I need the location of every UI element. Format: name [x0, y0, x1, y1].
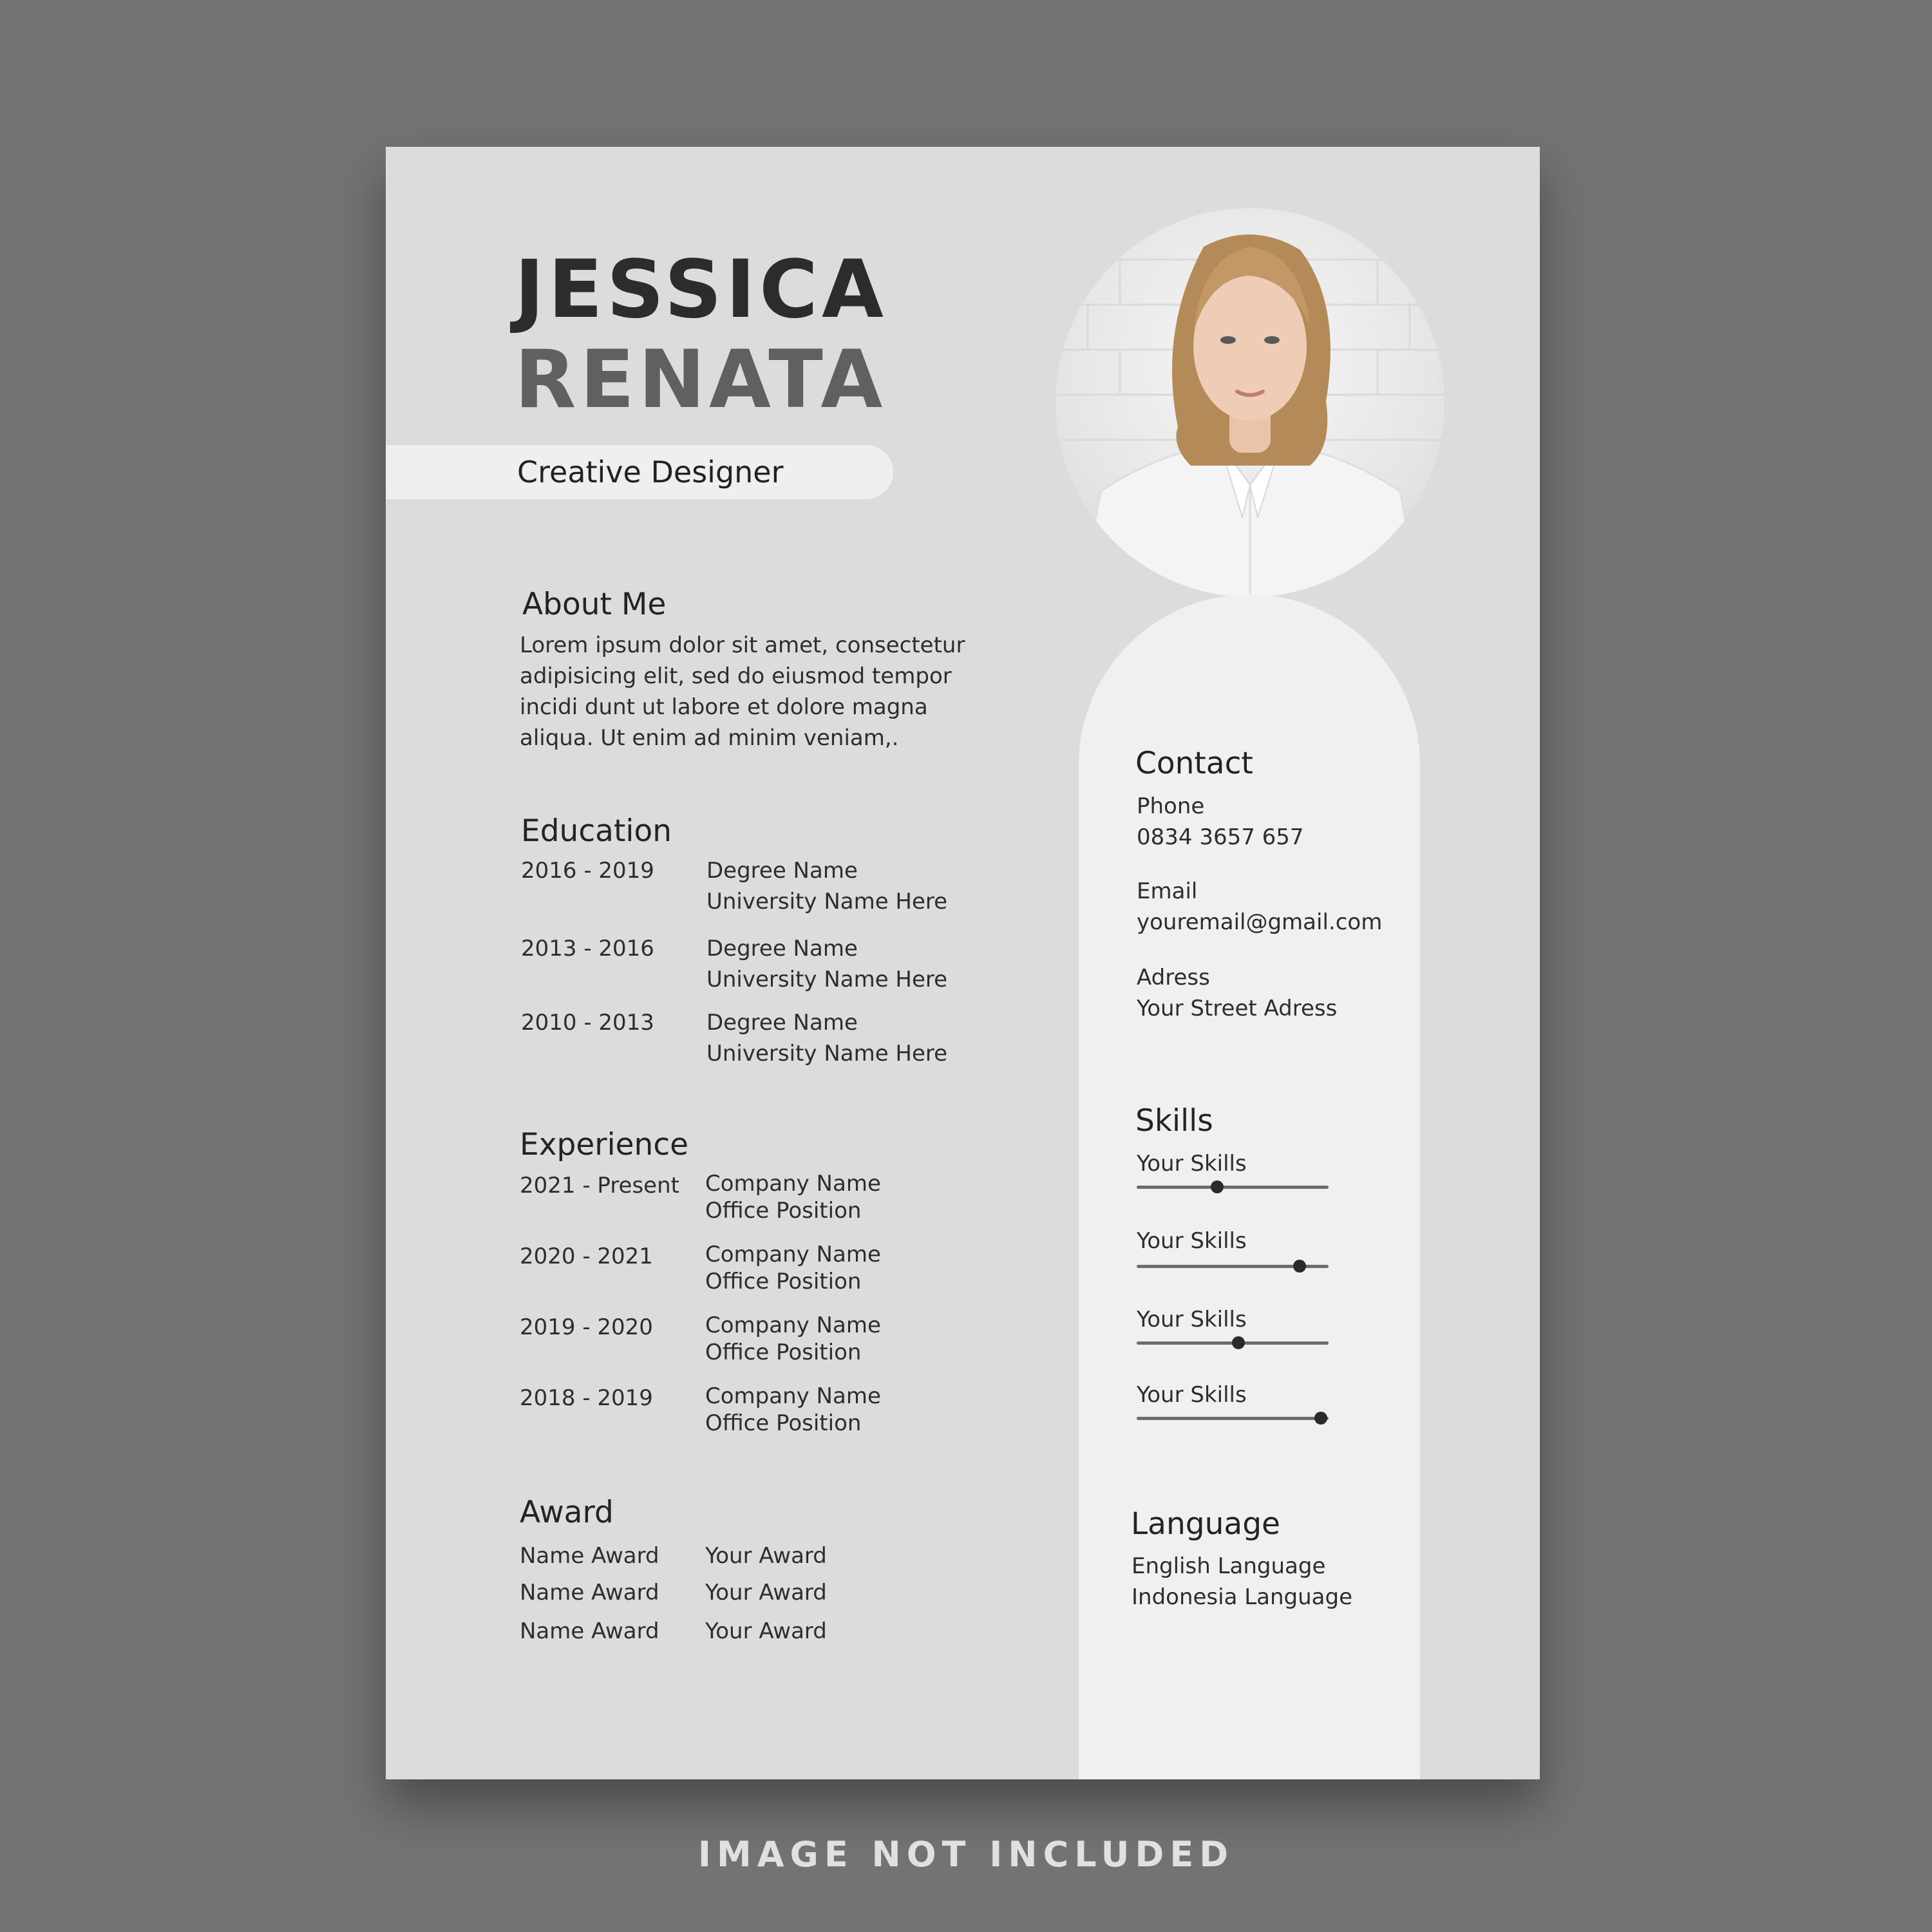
experience-heading: Experience	[520, 1127, 689, 1162]
skill-row	[1137, 1226, 1343, 1271]
skills-heading: Skills	[1135, 1103, 1213, 1139]
education-years: 2016 - 2019	[521, 858, 654, 884]
skill-knob	[1314, 1412, 1327, 1425]
award-value: Your Award	[705, 1580, 827, 1605]
image-not-included-caption: IMAGE NOT INCLUDED	[697, 1834, 1235, 1875]
education-years: 2010 - 2013	[521, 1010, 654, 1036]
phone-number: 0834 3657 657	[1137, 824, 1304, 850]
company-name: Company Name	[705, 1171, 881, 1197]
profile-photo	[1056, 208, 1444, 597]
experience-years: 2019 - 2020	[520, 1314, 653, 1340]
contact-heading: Contact	[1135, 746, 1253, 781]
language-item: Indonesia Language	[1132, 1584, 1353, 1610]
degree-name: Degree Name	[706, 858, 858, 884]
company-name: Company Name	[705, 1242, 881, 1267]
university-name: University Name Here	[706, 889, 948, 914]
phone-label: Phone	[1137, 793, 1205, 819]
skill-slider	[1137, 1179, 1329, 1195]
skill-row	[1137, 1304, 1343, 1349]
skill-label: Your Skills	[1137, 1228, 1247, 1254]
award-name: Name Award	[520, 1580, 659, 1605]
award-name: Name Award	[520, 1543, 659, 1569]
award-heading: Award	[520, 1495, 614, 1530]
address-label: Adress	[1137, 965, 1210, 990]
experience-years: 2021 - Present	[520, 1173, 679, 1198]
email-label: Email	[1137, 878, 1198, 904]
skill-label: Your Skills	[1137, 1382, 1247, 1408]
experience-years: 2018 - 2019	[520, 1385, 653, 1411]
skill-knob	[1232, 1336, 1245, 1349]
office-position: Office Position	[705, 1410, 862, 1436]
university-name: University Name Here	[706, 967, 948, 992]
street-address: Your Street Adress	[1137, 996, 1338, 1021]
job-title: Creative Designer	[517, 455, 784, 489]
award-value: Your Award	[705, 1618, 827, 1644]
about-text: Lorem ipsum dolor sit amet, consectetur adipisicing elit, sed do eiusmod tempor incidi dunt ut labore et dolore magna aliqua. Ut enim ad minim veniam,.	[520, 632, 965, 751]
company-name: Company Name	[705, 1383, 881, 1409]
office-position: Office Position	[705, 1340, 862, 1365]
skill-row	[1137, 1379, 1343, 1425]
education-heading: Education	[521, 813, 672, 849]
skill-slider	[1137, 1258, 1329, 1274]
education-years: 2013 - 2016	[521, 936, 654, 961]
experience-years: 2020 - 2021	[520, 1244, 653, 1269]
office-position: Office Position	[705, 1269, 862, 1294]
skill-label: Your Skills	[1137, 1307, 1247, 1332]
skill-knob	[1293, 1260, 1306, 1273]
degree-name: Degree Name	[706, 1010, 858, 1036]
skill-track	[1137, 1417, 1329, 1420]
degree-name: Degree Name	[706, 936, 858, 961]
skill-label: Your Skills	[1137, 1151, 1247, 1177]
skill-slider	[1137, 1335, 1329, 1350]
resume-page	[386, 147, 1540, 1779]
first-name: JESSICA	[515, 243, 887, 336]
language-heading: Language	[1131, 1506, 1280, 1542]
about-heading: About Me	[522, 587, 667, 622]
language-item: English Language	[1132, 1553, 1326, 1579]
portrait-illustration	[1056, 208, 1444, 597]
skill-row	[1137, 1148, 1343, 1193]
office-position: Office Position	[705, 1198, 862, 1224]
award-value: Your Award	[705, 1543, 827, 1569]
award-name: Name Award	[520, 1618, 659, 1644]
last-name: RENATA	[515, 334, 887, 426]
skill-slider	[1137, 1410, 1329, 1426]
skill-track	[1137, 1186, 1329, 1189]
skill-knob	[1211, 1180, 1224, 1193]
university-name: University Name Here	[706, 1041, 948, 1066]
email-address: youremail@gmail.com	[1137, 909, 1383, 935]
company-name: Company Name	[705, 1312, 881, 1338]
